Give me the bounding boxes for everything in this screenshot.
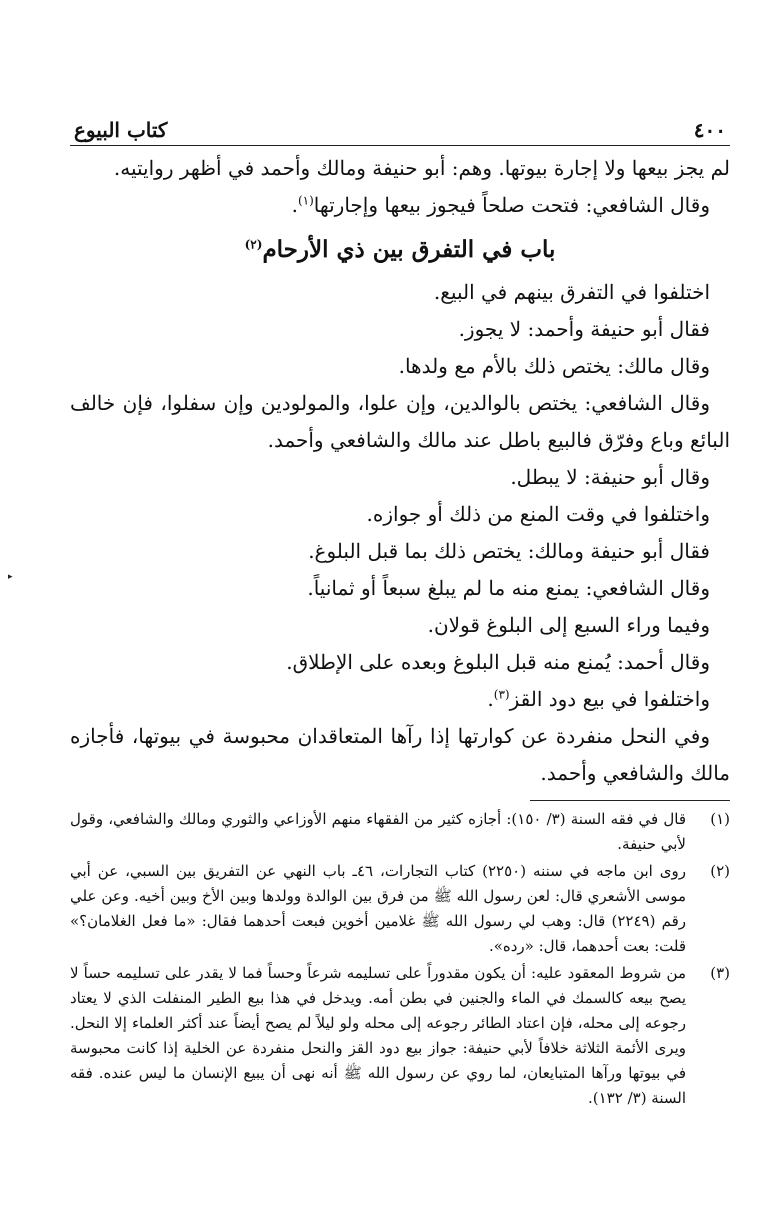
footnote [70,859,730,959]
page-number: ٤٠٠ [693,118,726,142]
paragraph: وفي النحل منفردة عن كوارتها إذا رآها المتعاقدان محبوسة في بيوتها، فأجازه مالك والشافعي وأحمد. [70,724,730,785]
footnote-number: (٢) [710,862,730,880]
paragraph [70,187,730,224]
paragraph: واختلفوا في وقت المنع من ذلك أو جوازه. [366,502,710,526]
footnote-number: (٣) [710,964,730,982]
text-span: واختلفوا في بيع دود القز [509,687,710,711]
paragraph: اختلفوا في التفرق بينهم في البيع. [433,280,710,304]
margin-mark: ▸ [8,572,13,582]
paragraph: وقال الشافعي: يمنع منه ما لم يبلغ سبعاً أو ثمانياً. [307,576,710,600]
section-title-text: باب في التفرق بين ذي الأرحام [262,236,556,263]
footnote-ref: (٣) [493,687,510,702]
paragraph: لم يجز بيعها ولا إجارة بيوتها. وهم: أبو حنيفة ومالك وأحمد في أظهر روايتيه. [113,156,730,180]
paragraph: وقال مالك: يختص ذلك بالأم مع ولدها. [398,354,710,378]
paragraph [70,681,730,718]
footnote-ref: (١) [297,193,314,208]
footnote-text: من شروط المعقود عليه: أن يكون مقدوراً على تسليمه شرعاً وحساً فما لا يقدر على تسليمه حساً لا يصح بيعه كالسمك في الماء والجنين في بطن أمه. ويدخل في هذا بيع الطير المنفلت الذي لا يعتاد رجوعه إلى محله، فإن اعتاد الطائر رجوعه إلى محله ولو ليلاً لم يصح أيضاً عند أكثر العلماء إلا النحل. ويرى الأئمة الثلاثة خلافاً لأبي حنيفة: جواز بيع دود القز والنحل منفردة عن الخلية إذا كانت محبوسة في بيوتها ورآها المتبايعان، لما روي عن رسول الله ﷺ أنه نهى أن يبيع الإنسان ما ليس عنده. فقه السنة (٣/ ١٣٢). [70,964,686,1107]
paragraph: وقال الشافعي: يختص بالوالدين، وإن علوا، والمولودين وإن سفلوا، فإن خالف البائع وباع وفرّق فالبيع باطل عند مالك والشافعي وأحمد. [70,391,730,452]
footnotes [70,807,730,1111]
book-page [70,118,730,1113]
footnote-number: (١) [710,810,730,828]
footnote-ref: (٢) [244,237,263,252]
footnote-text: قال في فقه السنة (٣/ ١٥٠): أجازه كثير من الفقهاء منهم الأوزاعي والثوري ومالك والشافعي، وقول لأبي حنيفة. [70,810,686,853]
paragraph: وقال أحمد: يُمنع منه قبل البلوغ وبعده على الإطلاق. [286,650,710,674]
paragraph: فقال أبو حنيفة ومالك: يختص ذلك بما قبل البلوغ. [308,539,710,563]
book-title: كتاب البيوع [74,118,168,142]
text-span: وقال الشافعي: فتحت صلحاً فيجوز بيعها وإجارتها [313,193,710,217]
footnote [70,961,730,1111]
paragraph: وقال أبو حنيفة: لا يبطل. [510,465,710,489]
section-title [70,230,730,270]
text-span: . [291,193,298,217]
footnote-text: روى ابن ماجه في سننه (٢٢٥٠) كتاب التجارات، ٤٦ـ باب النهي عن التفريق بين السبي، عن أبي موسى الأشعري قال: لعن رسول الله ﷺ من فرق بين الوالدة وولدها وبين الأخ وبين أخيه. وعن علي رقم (٢٢٤٩) قال: وهب لي رسول الله ﷺ غلامين أخوين فبعت أحدهما فقال: «ما فعل الغلامان؟» قلت: بعت أحدهما، قال: «رده». [70,862,687,955]
paragraph: وفيما وراء السبع إلى البلوغ قولان. [427,613,710,637]
text-span: . [487,687,494,711]
footnote [70,807,730,857]
main-text [70,150,730,792]
page-header [70,118,730,146]
footnote-divider [530,800,730,801]
paragraph: فقال أبو حنيفة وأحمد: لا يجوز. [458,317,710,341]
